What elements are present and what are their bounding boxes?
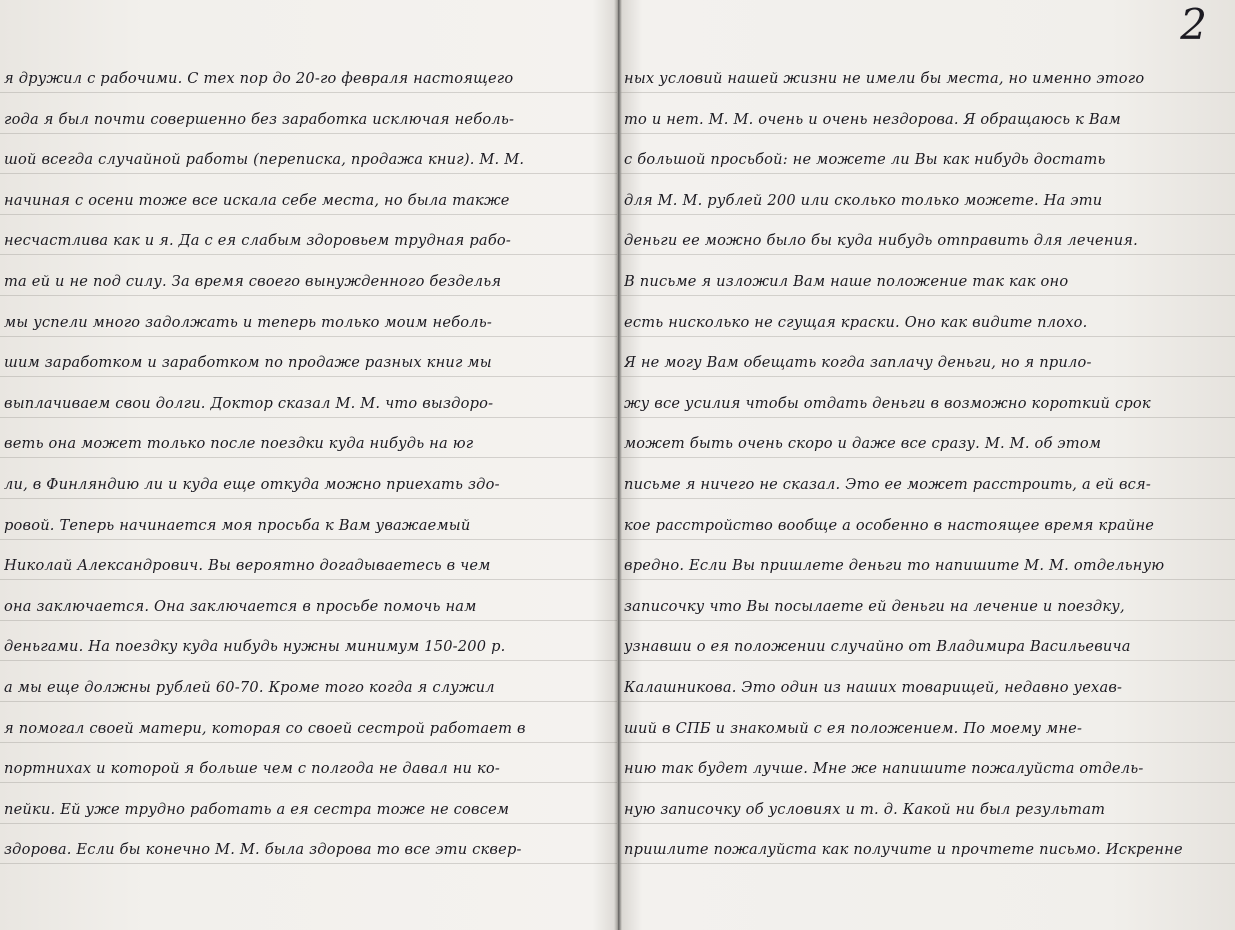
right-page	[620, 0, 1235, 930]
right-page-line: кое расстройство вообще а особенно в настоящее время крайне	[624, 516, 1155, 534]
left-page-line: выплачиваем свои долги. Доктор сказал М. М. что выздоро-	[4, 394, 494, 412]
left-page-line: несчастлива как и я. Да с ея слабым здоровьем трудная рабо-	[4, 232, 512, 250]
right-page-line: Я не могу Вам обещать когда заплачу деньги, но я прило-	[624, 354, 1092, 372]
left-page-line: та ей и не под силу. За время своего вынужденного безделья	[4, 273, 502, 290]
right-page-line: то и нет. М. М. очень и очень нездорова. Я обращаюсь к Вам	[624, 110, 1121, 128]
right-page-line: вредно. Если Вы пришлете деньги то напишите М. М. отдельную	[624, 557, 1165, 575]
left-page	[0, 0, 617, 930]
left-page-line: пейки. Ей уже трудно работать а ея сестра тоже не совсем	[4, 800, 510, 818]
left-page-line: я помогал своей матери, которая со своей сестрой работает в	[4, 719, 526, 737]
left-page-line: шим заработком и заработком по продаже разных книг мы	[4, 354, 492, 372]
left-page-line: портнихах и которой я больше чем с полгода не давал ни ко-	[4, 760, 500, 778]
right-page-line: деньги ее можно было бы куда нибудь отправить для лечения.	[624, 232, 1138, 250]
left-page-line: ли, в Финляндию ли и куда еще откуда можно приехать здо-	[4, 476, 500, 493]
left-page-line: мы успели много задолжать и теперь только моим неболь-	[4, 313, 493, 331]
right-page-line: записочку что Вы посылаете ей деньги на лечение и поездку,	[624, 597, 1125, 615]
right-page-line: есть нисколько не сгущая краски. Оно как видите плохо.	[624, 313, 1088, 331]
right-page-line: может быть очень скоро и даже все сразу. М. М. об этом	[624, 435, 1102, 453]
left-page-line: Николай Александрович. Вы вероятно догадываетесь в чем	[4, 557, 491, 575]
right-page-line: ную записочку об условиях и т. д. Какой ни был результат	[624, 800, 1106, 818]
right-page-line: Калашникова. Это один из наших товарищей, недавно уехав-	[624, 679, 1123, 696]
left-page-line: начиная с осени тоже все искала себе места, но была также	[4, 191, 510, 209]
right-page-line: пришлите пожалуйста как получите и прочтете письмо. Искренне	[624, 841, 1183, 859]
right-page-line: письме я ничего не сказал. Это ее может расстроить, а ей вся-	[624, 476, 1152, 493]
right-page-line: жу все усилия чтобы отдать деньги в возможно короткий срок	[624, 394, 1151, 412]
left-page-line: я дружил с рабочими. С тех пор до 20-го февраля настоящего	[4, 70, 514, 87]
right-page-line: для М. М. рублей 200 или сколько только можете. На эти	[624, 191, 1103, 209]
right-page-line: В письме я изложил Вам наше положение так как оно	[624, 273, 1069, 290]
right-page-line: ных условий нашей жизни не имели бы места, но именно этого	[624, 70, 1145, 87]
left-page-line: деньгами. На поездку куда нибудь нужны минимум 150-200 р.	[4, 638, 506, 656]
right-page-line: узнавши о ея положении случайно от Владимира Васильевича	[624, 638, 1131, 656]
right-page-line: нию так будет лучше. Мне же напишите пожалуйста отдель-	[624, 760, 1144, 778]
left-page-line: здорова. Если бы конечно М. М. была здорова то все эти сквер-	[4, 841, 522, 859]
left-page-line: веть она может только после поездки куда нибудь на юг	[4, 435, 474, 453]
left-page-line: она заключается. Она заключается в просьбе помочь нам	[4, 597, 477, 615]
left-page-line: а мы еще должны рублей 60-70. Кроме того когда я служил	[4, 679, 495, 696]
right-page-line: с большой просьбой: не можете ли Вы как нибудь достать	[624, 151, 1106, 169]
left-page-line: года я был почти совершенно без заработка исключая неболь-	[4, 110, 515, 128]
page-number: 2	[1180, 0, 1207, 49]
left-page-line: шой всегда случайной работы (переписка, продажа книг). М. М.	[4, 151, 525, 169]
right-page-line: ший в СПБ и знакомый с ея положением. По моему мне-	[624, 719, 1083, 737]
left-page-line: ровой. Теперь начинается моя просьба к Вам уважаемый	[4, 516, 471, 534]
